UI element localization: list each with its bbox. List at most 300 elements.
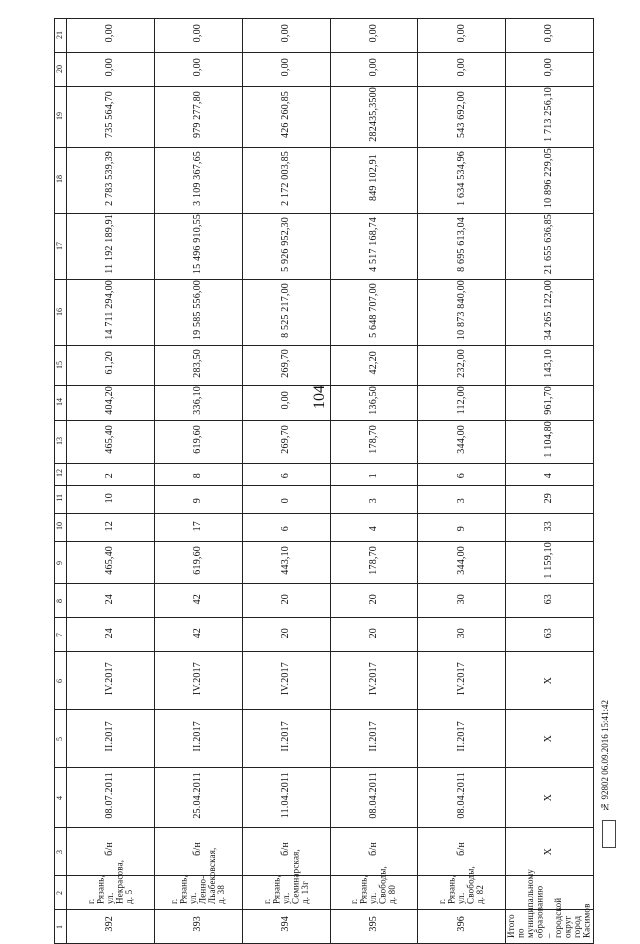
column-number-label: 17 [55, 241, 65, 250]
column-number-label: 5 [55, 737, 65, 742]
column-number-label: 2 [55, 891, 65, 896]
table-cell [67, 768, 155, 828]
table-cell [242, 541, 330, 584]
cell-value: 24 [104, 628, 116, 639]
page-number: 104 [311, 385, 328, 409]
column-number-label: 19 [55, 111, 65, 120]
cell-value: 112,00 [455, 386, 467, 415]
cell-value: II.2017 [455, 720, 467, 752]
cell-value: 465,40 [104, 424, 116, 454]
table-cell [506, 87, 594, 148]
table-cell [418, 53, 506, 87]
table-cell [506, 463, 594, 485]
table-cell [155, 280, 243, 346]
table-band-col-14 [55, 386, 594, 421]
table-cell [155, 485, 243, 513]
table-cell [506, 869, 594, 944]
cell-value: 6 [279, 472, 291, 479]
table-cell [418, 386, 506, 421]
cell-value: 11 192 189,91 [104, 214, 116, 274]
table-cell [155, 463, 243, 485]
table-cell [242, 513, 330, 541]
table-band-col-16 [55, 280, 594, 346]
table-cell [418, 710, 506, 768]
table-cell [242, 147, 330, 213]
table-cell [67, 280, 155, 346]
table-cell [506, 420, 594, 463]
cell-value: 4 [543, 472, 555, 479]
cell-value: II.2017 [104, 720, 116, 752]
table-band-col-19 [55, 87, 594, 148]
cell-value: 3 [455, 497, 467, 504]
table-cell [330, 710, 418, 768]
cell-value: 14 711 294,00 [104, 280, 116, 341]
cell-value: 63 [543, 628, 555, 639]
cell-value: 344,00 [455, 545, 467, 575]
table-cell [506, 346, 594, 386]
table-cell [242, 828, 330, 876]
cell-value: 61,20 [104, 351, 116, 375]
table-cell [330, 513, 418, 541]
column-number [55, 346, 67, 386]
table-cell [418, 463, 506, 485]
table-cell [330, 87, 418, 148]
table-cell [155, 910, 243, 944]
table-cell [155, 710, 243, 768]
cell-value: 20 [367, 594, 379, 605]
table-cell [330, 584, 418, 618]
cell-value: 33 [543, 520, 555, 532]
table-cell [330, 485, 418, 513]
column-number-label: 6 [55, 679, 65, 684]
cell-value: 3 [367, 497, 379, 504]
cell-value: 0,00 [543, 23, 555, 43]
cell-value: 0,00 [279, 57, 291, 77]
cell-value: II.2017 [192, 720, 204, 752]
cell-value: IV.2017 [279, 661, 291, 695]
cell-value: 143,10 [543, 348, 555, 378]
table-cell [155, 53, 243, 87]
table-cell [506, 513, 594, 541]
table-cell [67, 53, 155, 87]
table-cell [242, 710, 330, 768]
cell-value: IV.2017 [192, 661, 204, 695]
column-number-label: 18 [55, 175, 65, 184]
cell-value: 619,60 [192, 545, 204, 575]
column-number-label: 10 [55, 522, 65, 531]
table-cell [330, 147, 418, 213]
cell-value: 0,00 [543, 57, 555, 77]
cell-value: IV.2017 [367, 661, 379, 695]
table-cell [155, 147, 243, 213]
table-cell [242, 386, 330, 421]
table-band-col-12 [55, 463, 594, 485]
column-number [55, 19, 67, 53]
column-number [55, 53, 67, 87]
cell-value: 5 648 707,00 [367, 282, 379, 338]
table-cell [418, 828, 506, 876]
cell-value: 178,70 [367, 424, 379, 454]
cell-value: 0,00 [455, 57, 467, 77]
cell-value: X [543, 735, 555, 743]
table-cell [330, 280, 418, 346]
cell-value: 0,00 [279, 391, 291, 410]
table-cell [506, 584, 594, 618]
table-cell [330, 618, 418, 652]
column-number-label: 1 [55, 925, 65, 930]
column-number-label: 20 [55, 64, 65, 73]
cell-value: 0,00 [367, 57, 379, 77]
cell-value: 10 896 229,05 [543, 147, 555, 209]
table-cell [242, 618, 330, 652]
cell-value: 1 [367, 472, 379, 479]
cell-value: г. Рязань, ул. Свободы, д. 82 [437, 866, 485, 905]
table-band-col-17 [55, 214, 594, 280]
table-band-col-5 [55, 710, 594, 768]
cell-value: 24 [104, 594, 116, 605]
table-cell [418, 584, 506, 618]
table-band-col-15 [55, 346, 594, 386]
table-cell [506, 53, 594, 87]
table-cell [330, 214, 418, 280]
table-cell [155, 828, 243, 876]
column-number-label: 3 [55, 850, 65, 855]
cell-value: 1 104,80 [543, 420, 555, 458]
table-cell [155, 584, 243, 618]
table-cell [330, 652, 418, 710]
table-cell [67, 463, 155, 485]
cell-value: 17 [192, 520, 204, 532]
table-band-col-21 [55, 19, 594, 53]
cell-value: 0,00 [104, 23, 116, 43]
cell-value: б/н [104, 842, 116, 857]
table-cell [418, 19, 506, 53]
table-band-col-9 [55, 541, 594, 584]
cell-value: 0,00 [192, 57, 204, 77]
table-cell [418, 420, 506, 463]
table-cell [242, 19, 330, 53]
cell-value: 283,50 [192, 348, 204, 378]
cell-value: 3 109 367,65 [192, 150, 204, 206]
table-cell [506, 768, 594, 828]
table-cell [418, 541, 506, 584]
table-cell [155, 541, 243, 584]
column-number-label: 15 [55, 360, 65, 369]
column-number [55, 910, 67, 944]
cell-value: 20 [279, 594, 291, 605]
table-band-col-20 [55, 53, 594, 87]
column-number-label: 7 [55, 633, 65, 638]
table-cell [242, 420, 330, 463]
column-number [55, 214, 67, 280]
column-number-label: 4 [55, 796, 65, 801]
cell-value: 11.04.2011 [279, 772, 291, 819]
cell-value: 232,00 [455, 348, 467, 378]
cell-value: 543 692,00 [455, 90, 467, 138]
table-cell [155, 214, 243, 280]
table-cell [155, 618, 243, 652]
cell-value: 20 [279, 628, 291, 639]
table-cell [67, 346, 155, 386]
column-number-label: 14 [55, 398, 65, 407]
cell-value: 42 [192, 594, 204, 605]
column-number [55, 87, 67, 148]
cell-value: 0,00 [455, 23, 467, 43]
column-number [55, 584, 67, 618]
table-cell [506, 19, 594, 53]
table-cell [67, 618, 155, 652]
cell-value: 465,40 [104, 545, 116, 575]
table-cell [67, 541, 155, 584]
cell-value: 136,50 [367, 386, 379, 415]
cell-value: 393 [192, 916, 204, 932]
cell-value: б/н [279, 842, 291, 857]
table-cell [242, 652, 330, 710]
cell-value: 15 496 910,55 [192, 214, 204, 275]
cell-value: 8 695 613,04 [455, 216, 467, 272]
table-cell [418, 910, 506, 944]
cell-value: 336,10 [192, 386, 204, 415]
table-cell [242, 280, 330, 346]
column-number-label: 9 [55, 560, 65, 565]
cell-value: 30 [455, 594, 467, 605]
table-cell [67, 710, 155, 768]
table-cell [418, 214, 506, 280]
cell-value: 19 585 556,00 [192, 280, 204, 341]
table-cell [155, 87, 243, 148]
cell-value: 6 [279, 525, 291, 532]
table-cell [330, 910, 418, 944]
cell-value: 735 564,70 [104, 90, 116, 138]
registration-stamp: № 92802 06.09.2016 15:41:42 [600, 700, 610, 812]
cell-value: 392 [104, 916, 116, 932]
table-cell [155, 19, 243, 53]
cell-value: 34 265 122,00 [543, 280, 555, 341]
cell-value: 0,00 [367, 23, 379, 43]
table-cell [242, 53, 330, 87]
cell-value: 4 [367, 525, 379, 532]
column-number [55, 828, 67, 876]
table-cell [506, 828, 594, 876]
cell-value: 9 [455, 525, 467, 532]
table-band-col-8 [55, 584, 594, 618]
table-cell [67, 147, 155, 213]
cell-value: 979 277,80 [192, 90, 204, 138]
column-number [55, 541, 67, 584]
column-number-label: 8 [55, 599, 65, 604]
table-cell [67, 386, 155, 421]
table-cell [242, 463, 330, 485]
cell-value: 0,00 [104, 57, 116, 77]
cell-value: г. Рязань, ул. Ленно-Льабековская, д. 38 [169, 847, 227, 905]
cell-value: 4 517 168,74 [367, 216, 379, 272]
column-number [55, 463, 67, 485]
table-cell [242, 910, 330, 944]
column-number-label: 21 [55, 30, 65, 39]
table-cell [67, 19, 155, 53]
table-cell [418, 87, 506, 148]
table-cell [330, 420, 418, 463]
column-number-label: 11 [55, 494, 65, 502]
column-number [55, 386, 67, 421]
table-cell [506, 652, 594, 710]
table-band-col-3 [55, 828, 594, 876]
table-cell [67, 420, 155, 463]
cell-value: 426 260,85 [279, 90, 291, 138]
table-cell [242, 485, 330, 513]
cell-value: 395 [367, 916, 379, 932]
cell-value: б/н [367, 842, 379, 857]
table-cell [242, 214, 330, 280]
cell-value: 269,70 [279, 348, 291, 378]
cell-value: 0,00 [279, 23, 291, 43]
data-table [54, 18, 594, 939]
cell-value: 08.04.2011 [367, 771, 379, 819]
table-cell [67, 584, 155, 618]
cell-value: 42,20 [367, 351, 379, 375]
table-cell [418, 513, 506, 541]
cell-value: X [543, 848, 555, 856]
cell-value: 2 [104, 472, 116, 479]
cell-value: 404,20 [104, 386, 116, 415]
cell-value: 1 634 534,96 [455, 150, 467, 206]
cell-value: 0 [279, 497, 291, 504]
table-cell [506, 147, 594, 213]
table-cell [330, 386, 418, 421]
cell-value: 1 713 256,10 [543, 87, 555, 142]
table-band-col-18 [55, 147, 594, 213]
cell-value: IV.2017 [455, 661, 467, 695]
table-cell [155, 420, 243, 463]
cell-value: 282435,3500 [367, 87, 379, 142]
cell-value: 10 [104, 492, 116, 504]
table-cell [155, 513, 243, 541]
cell-value: 08.07.2011 [104, 771, 116, 819]
cell-value: 1 159,10 [543, 541, 555, 579]
cell-value: 10 873 840,00 [455, 280, 467, 341]
cell-value: 394 [279, 916, 291, 932]
table-band-col-10 [55, 513, 594, 541]
cell-value: 961,70 [543, 386, 555, 415]
table-cell [506, 386, 594, 421]
table-cell [67, 910, 155, 944]
cell-value: Итого по муниципальному образованию – городской округ город Касимов [506, 869, 592, 939]
cell-value: 25.04.2011 [192, 771, 204, 819]
table-band-col-4 [55, 768, 594, 828]
table-cell [418, 147, 506, 213]
table-cell [330, 828, 418, 876]
cell-value: 5 926 952,30 [279, 216, 291, 272]
table-cell [506, 618, 594, 652]
table-cell [67, 828, 155, 876]
column-number [55, 618, 67, 652]
table-cell [506, 710, 594, 768]
table-cell [242, 346, 330, 386]
table-cell [67, 513, 155, 541]
table-cell [506, 485, 594, 513]
cell-value: 30 [455, 628, 467, 639]
cell-value: 8 525 217,00 [279, 282, 291, 338]
column-number [55, 280, 67, 346]
table-cell [155, 346, 243, 386]
table-cell [67, 652, 155, 710]
cell-value: X [543, 677, 555, 685]
table-cell [418, 768, 506, 828]
cell-value: 2 783 539,39 [104, 150, 116, 206]
housing-table [54, 18, 594, 944]
column-number [55, 513, 67, 541]
column-number [55, 485, 67, 513]
table-band-col-6 [55, 652, 594, 710]
table-cell [330, 463, 418, 485]
cell-value: 849 102,91 [367, 154, 379, 202]
column-number-label: 12 [55, 469, 65, 478]
column-number-label: 13 [55, 436, 65, 445]
cell-value: 443,10 [279, 545, 291, 575]
cell-value: 8 [192, 472, 204, 479]
column-number [55, 768, 67, 828]
column-number [55, 147, 67, 213]
cell-value: 396 [455, 916, 467, 932]
table-cell [242, 584, 330, 618]
table-cell [418, 485, 506, 513]
cell-value: 9 [192, 497, 204, 504]
table-cell [418, 346, 506, 386]
cell-value: 63 [543, 594, 555, 605]
cell-value: IV.2017 [104, 661, 116, 695]
cell-value: 619,60 [192, 424, 204, 454]
table-cell [330, 19, 418, 53]
cell-value: б/н [192, 842, 204, 857]
table-band-col-1 [55, 910, 594, 944]
table-cell [418, 280, 506, 346]
table-cell [330, 541, 418, 584]
table-cell [67, 87, 155, 148]
cell-value: 42 [192, 628, 204, 639]
table-cell [155, 768, 243, 828]
cell-value: 0,00 [192, 23, 204, 43]
table-cell [67, 485, 155, 513]
cell-value: 178,70 [367, 545, 379, 575]
table-cell [418, 652, 506, 710]
cell-value: 20 [367, 628, 379, 639]
column-number-label: 16 [55, 307, 65, 316]
table-cell [155, 652, 243, 710]
table-band-col-11 [55, 485, 594, 513]
table-cell [330, 53, 418, 87]
cell-value: II.2017 [367, 720, 379, 752]
cell-value: 12 [104, 520, 116, 532]
table-cell [506, 541, 594, 584]
seal-logo [602, 820, 616, 848]
table-band-col-13 [55, 420, 594, 463]
cell-value: X [543, 794, 555, 802]
column-number [55, 710, 67, 768]
cell-value: г. Рязань, ул. Некрасова, д. 5 [86, 859, 134, 905]
table-cell [506, 214, 594, 280]
cell-value: 6 [455, 472, 467, 479]
table-cell [67, 214, 155, 280]
table-cell [242, 87, 330, 148]
cell-value: 08.04.2011 [455, 771, 467, 819]
table-cell [506, 280, 594, 346]
table-cell [330, 346, 418, 386]
cell-value: 269,70 [279, 424, 291, 454]
column-number [55, 420, 67, 463]
cell-value: г. Рязань, ул. Свободы, д. 80 [349, 866, 398, 905]
cell-value: б/н [455, 842, 467, 857]
table-band-col-7 [55, 618, 594, 652]
